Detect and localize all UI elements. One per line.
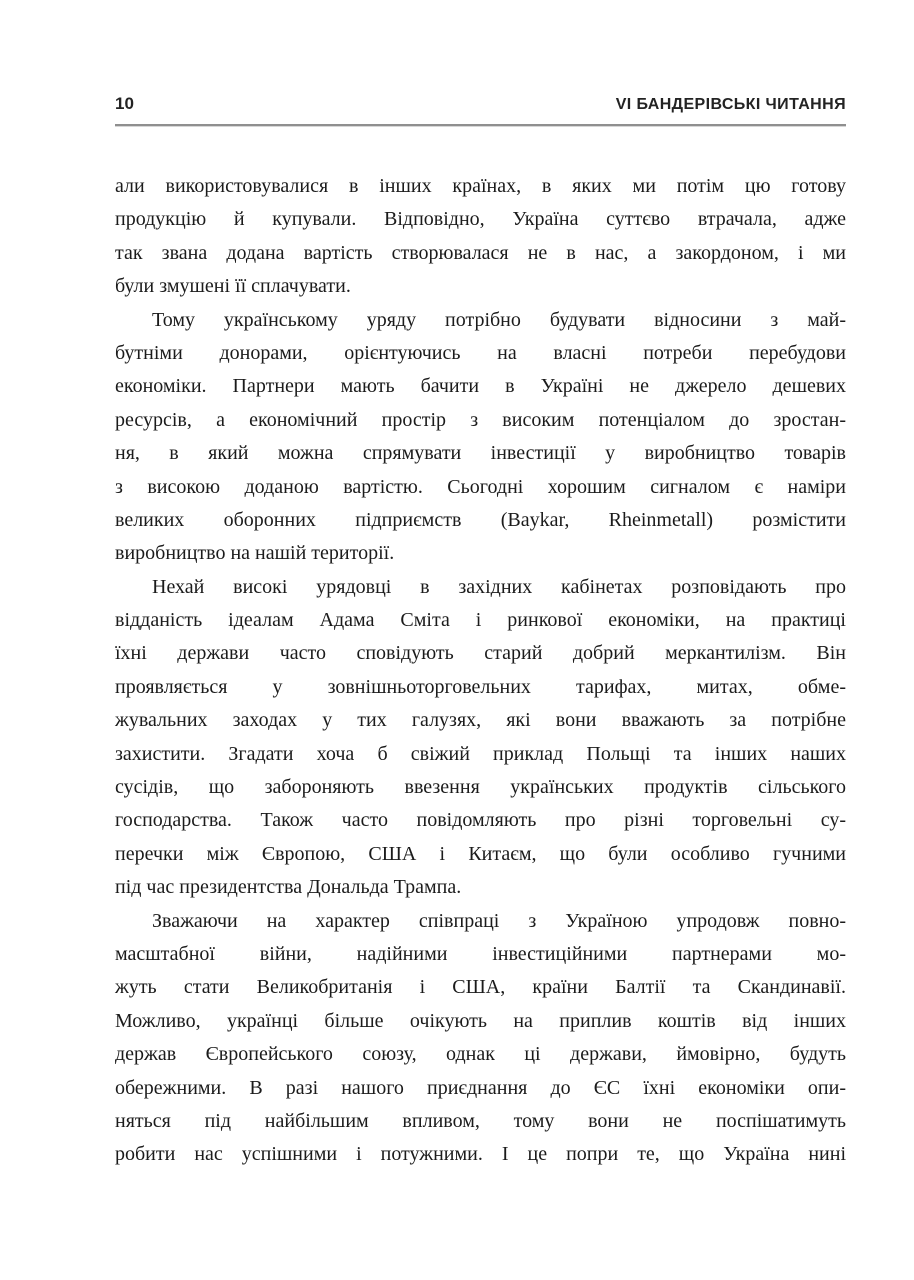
- text-line: Тому українському уряду потрібно будувати відносини з май-: [152, 308, 846, 331]
- text-line: жувальних заходах у тих галузях, які вони вважають за потрібне: [115, 709, 846, 732]
- text-line: економіки. Партнери мають бачити в Україні не джерело дешевих: [115, 375, 846, 398]
- text-line: али використовувалися в інших країнах, в яких ми потім цю готову: [115, 175, 846, 197]
- text-line: так звана додана вартість створювалася не в нас, а закордоном, і ми: [115, 241, 846, 264]
- text-line: були змушені її сплачувати.: [115, 275, 351, 298]
- paragraph: [115, 304, 846, 571]
- text-line: няться під найбільшим впливом, тому вони не поспішатимуть: [115, 1109, 846, 1132]
- text-line: продукцію й купували. Відповідно, Україна суттєво втрачала, адже: [115, 208, 846, 231]
- text-line: Зважаючи на характер співпраці з Україною упродовж повно-: [152, 909, 846, 932]
- text-line: Можливо, українці більше очікують на приплив коштів від інших: [115, 1009, 846, 1032]
- text-line: проявляється у зовнішньоторговельних тарифах, митах, обме-: [115, 675, 846, 698]
- text-line: жуть стати Великобританія і США, країни Балтії та Скандинавії.: [115, 976, 846, 999]
- text-line: масштабної війни, надійними інвестиційними партнерами мо-: [115, 942, 846, 965]
- header-rule: [115, 124, 846, 127]
- text-line: ня, в який можна спрямувати інвестиції у виробництво товарів: [115, 442, 846, 465]
- text-line: великих оборонних підприємств (Baykar, Rheinmetall) розмістити: [115, 508, 846, 531]
- text-line: бутніми донорами, орієнтуючись на власні потреби перебудови: [115, 341, 846, 364]
- text-line: держав Європейського союзу, однак ці держави, ймовірно, будуть: [115, 1043, 846, 1066]
- text-line: Нехай високі урядовці в західних кабінетах розповідають про: [152, 575, 846, 598]
- text-line: перечки між Європою, США і Китаєм, що були особливо гучними: [115, 842, 846, 865]
- paragraph: [115, 905, 846, 1172]
- text-line: відданість ідеалам Адама Сміта і ринкової економіки, на практиці: [115, 609, 846, 632]
- text-line: виробництво на нашій території.: [115, 542, 395, 565]
- text-line: господарства. Також часто повідомляють про різні торговельні су-: [115, 809, 846, 832]
- text-line: ресурсів, а економічний простір з високим потенціалом до зростан-: [115, 408, 846, 431]
- page-body: [115, 170, 846, 1172]
- paragraph: [115, 571, 846, 905]
- text-line: обережними. В разі нашого приєднання до ЄС їхні економіки опи-: [115, 1076, 846, 1099]
- page-header: [115, 94, 846, 114]
- running-title: VI БАНДЕРІВСЬКІ ЧИТАННЯ: [615, 96, 846, 113]
- page-number: 10: [115, 94, 134, 113]
- text-line: захистити. Згадати хоча б свіжий приклад Польщі та інших наших: [115, 742, 846, 765]
- text-line: робити нас успішними і потужними. І це попри те, що Україна нині: [115, 1143, 846, 1166]
- text-line: сусідів, що забороняють ввезення українських продуктів сільського: [115, 776, 846, 799]
- text-line: під час президентства Дональда Трампа.: [115, 876, 462, 899]
- text-line: з високою доданою вартістю. Сьогодні хорошим сигналом є наміри: [115, 475, 846, 498]
- paragraph: [115, 170, 846, 304]
- text-line: їхні держави часто сповідують старий добрий меркантилізм. Він: [115, 642, 846, 665]
